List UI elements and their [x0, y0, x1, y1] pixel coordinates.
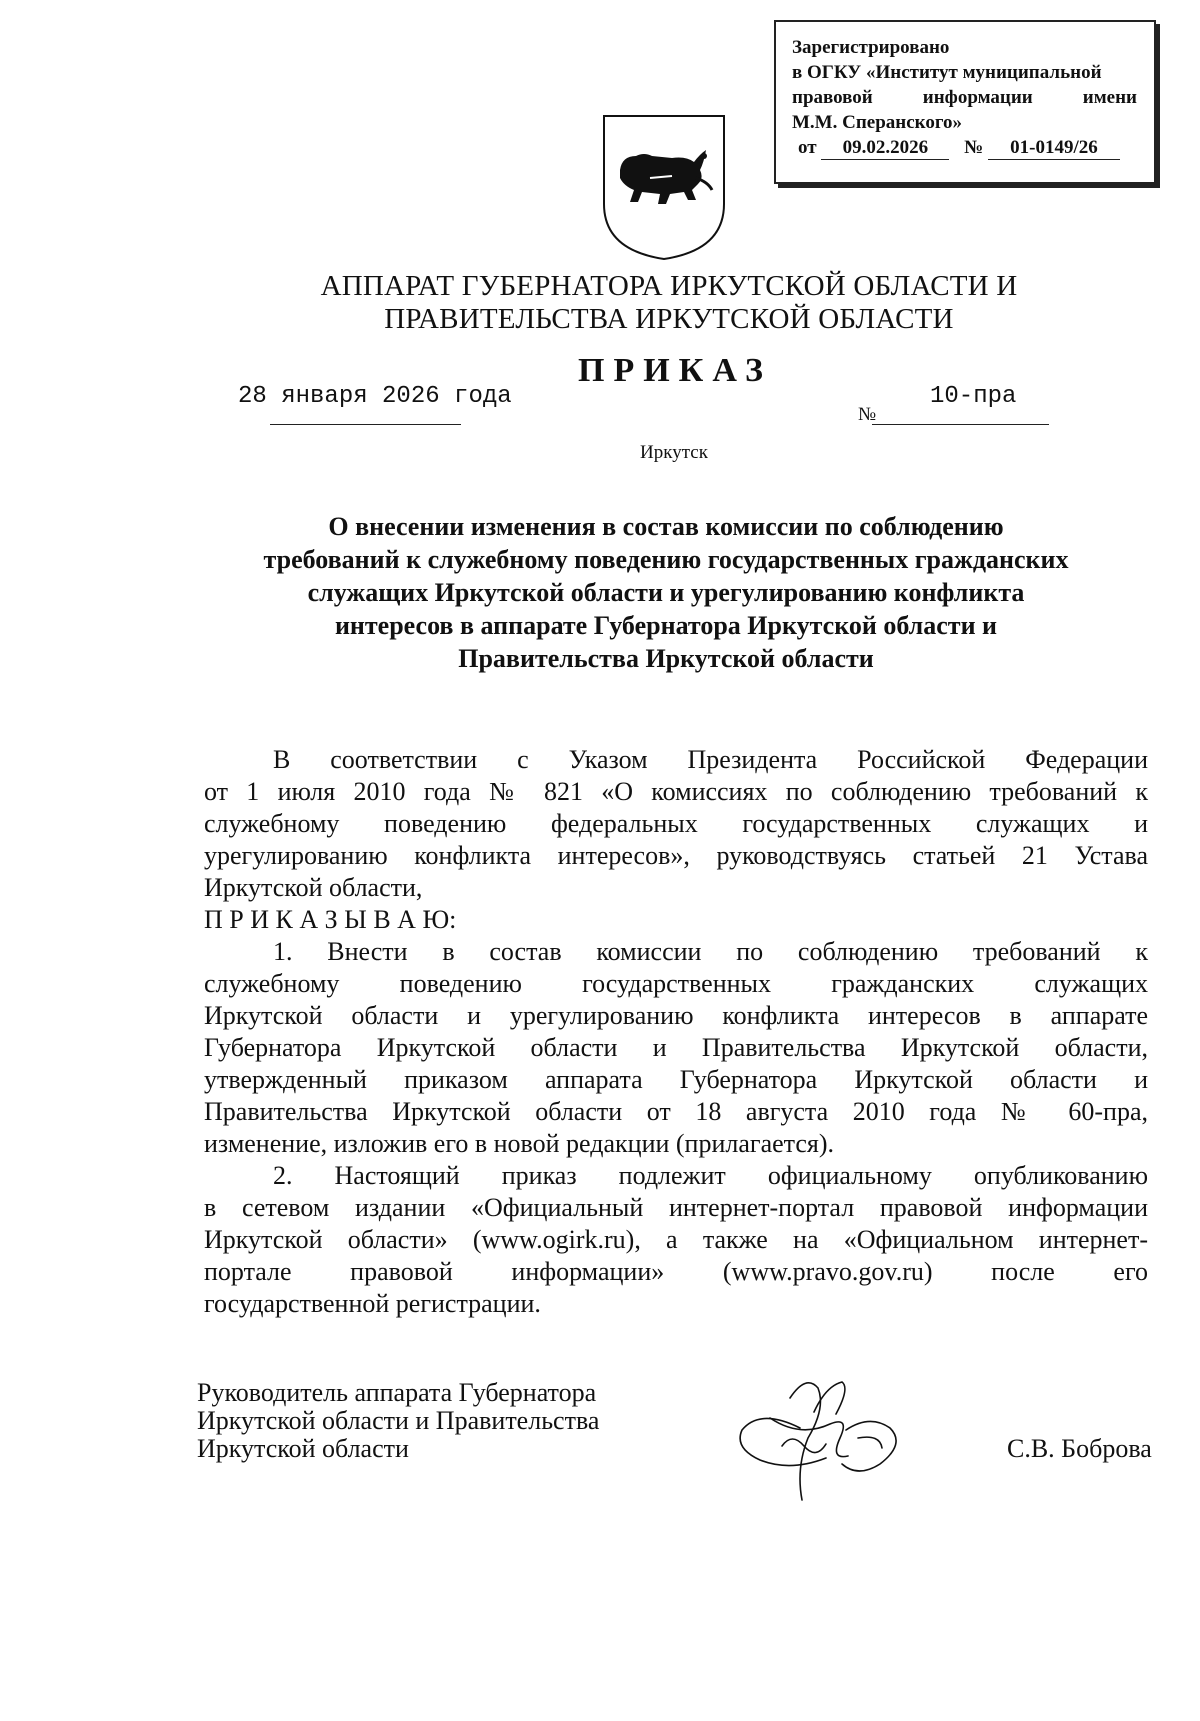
stamp-number-label: №: [964, 137, 984, 158]
body-line: утвержденный приказом аппарата Губернатора Иркутской области и: [204, 1065, 1148, 1094]
body-line: Губернатора Иркутской области и Правительства Иркутской области,: [204, 1033, 1148, 1062]
stamp-line-1: Зарегистрировано: [792, 37, 950, 58]
body-line: в сетевом издании «Официальный интернет-портал правовой информации: [204, 1193, 1148, 1222]
body-line: 2. Настоящий приказ подлежит официальному опубликованию: [273, 1161, 1148, 1190]
signer-position-line: Руководитель аппарата Губернатора: [197, 1378, 597, 1407]
body-line: Иркутской области,: [204, 873, 423, 902]
body-line: урегулированию конфликта интересов», руководствуясь статьей 21 Устава: [204, 841, 1148, 870]
body-line: служебному поведению федеральных государственных служащих и: [204, 809, 1148, 838]
title-line: Правительства Иркутской области: [458, 644, 874, 673]
handwritten-signature: [730, 1368, 910, 1518]
number-underline: [872, 424, 1049, 425]
order-number-label: №: [858, 404, 877, 425]
body-line: государственной регистрации.: [204, 1289, 541, 1318]
title-line: О внесении изменения в состав комиссии по соблюдению: [328, 512, 1004, 541]
signer-name: С.В. Боброва: [1007, 1434, 1152, 1463]
body-line: портале правовой информации» (www.pravo.gov.ru) после его: [204, 1257, 1148, 1286]
date-underline: [270, 424, 461, 425]
signer-position: [197, 1379, 599, 1463]
stamp-line-5: [792, 135, 1137, 160]
title-line: интересов в аппарате Губернатора Иркутской области и: [334, 611, 998, 640]
stamp-date: 09.02.2026: [821, 137, 949, 160]
signer-position-line: Иркутской области: [197, 1434, 409, 1463]
document-title: [190, 510, 1142, 675]
body-line: В соответствии с Указом Президента Российской Федерации: [273, 745, 1148, 774]
body-line: Иркутской области» (www.ogirk.ru), а также на «Официальном интернет-: [204, 1225, 1148, 1254]
body-line: служебному поведению государственных гражданских служащих: [204, 969, 1148, 998]
organization-name-line-2: ПРАВИТЕЛЬСТВА ИРКУТСКОЙ ОБЛАСТИ: [384, 303, 954, 335]
body-line: П Р И К А З Ы В А Ю:: [204, 905, 457, 934]
signer-position-line: Иркутской области и Правительства: [197, 1406, 600, 1435]
organization-name-line-1: АППАРАТ ГУБЕРНАТОРА ИРКУТСКОЙ ОБЛАСТИ И: [320, 270, 1018, 302]
order-date: 28 января 2026 года: [238, 383, 512, 410]
body-line: Правительства Иркутской области от 18 августа 2010 года № 60-пра,: [204, 1097, 1148, 1126]
title-line: требований к служебному поведению государственных гражданских: [263, 545, 1069, 574]
stamp-line-4: М.М. Сперанского»: [792, 112, 963, 133]
body-line: изменение, изложив его в новой редакции (прилагается).: [204, 1129, 834, 1158]
body-line: Иркутской области и урегулированию конфликта интересов в аппарате: [204, 1001, 1148, 1030]
document-type: ПРИКАЗ: [578, 352, 772, 389]
stamp-number: 01-0149/26: [988, 137, 1120, 160]
city: Иркутск: [640, 442, 708, 463]
coat-of-arms-icon: [600, 112, 728, 262]
order-number: 10-пра: [930, 383, 1017, 410]
stamp-line-2: в ОГКУ «Институт муниципальной: [792, 62, 1102, 83]
title-line: служащих Иркутской области и урегулированию конфликта: [307, 578, 1025, 607]
body-line: от 1 июля 2010 года № 821 «О комиссиях по соблюдению требований к: [204, 777, 1148, 806]
stamp-from-label: от: [798, 137, 817, 158]
stamp-line-3: правовой информации имени: [792, 87, 1137, 108]
registration-stamp: [792, 35, 1137, 160]
body-line: 1. Внести в состав комиссии по соблюдению требований к: [273, 937, 1148, 966]
